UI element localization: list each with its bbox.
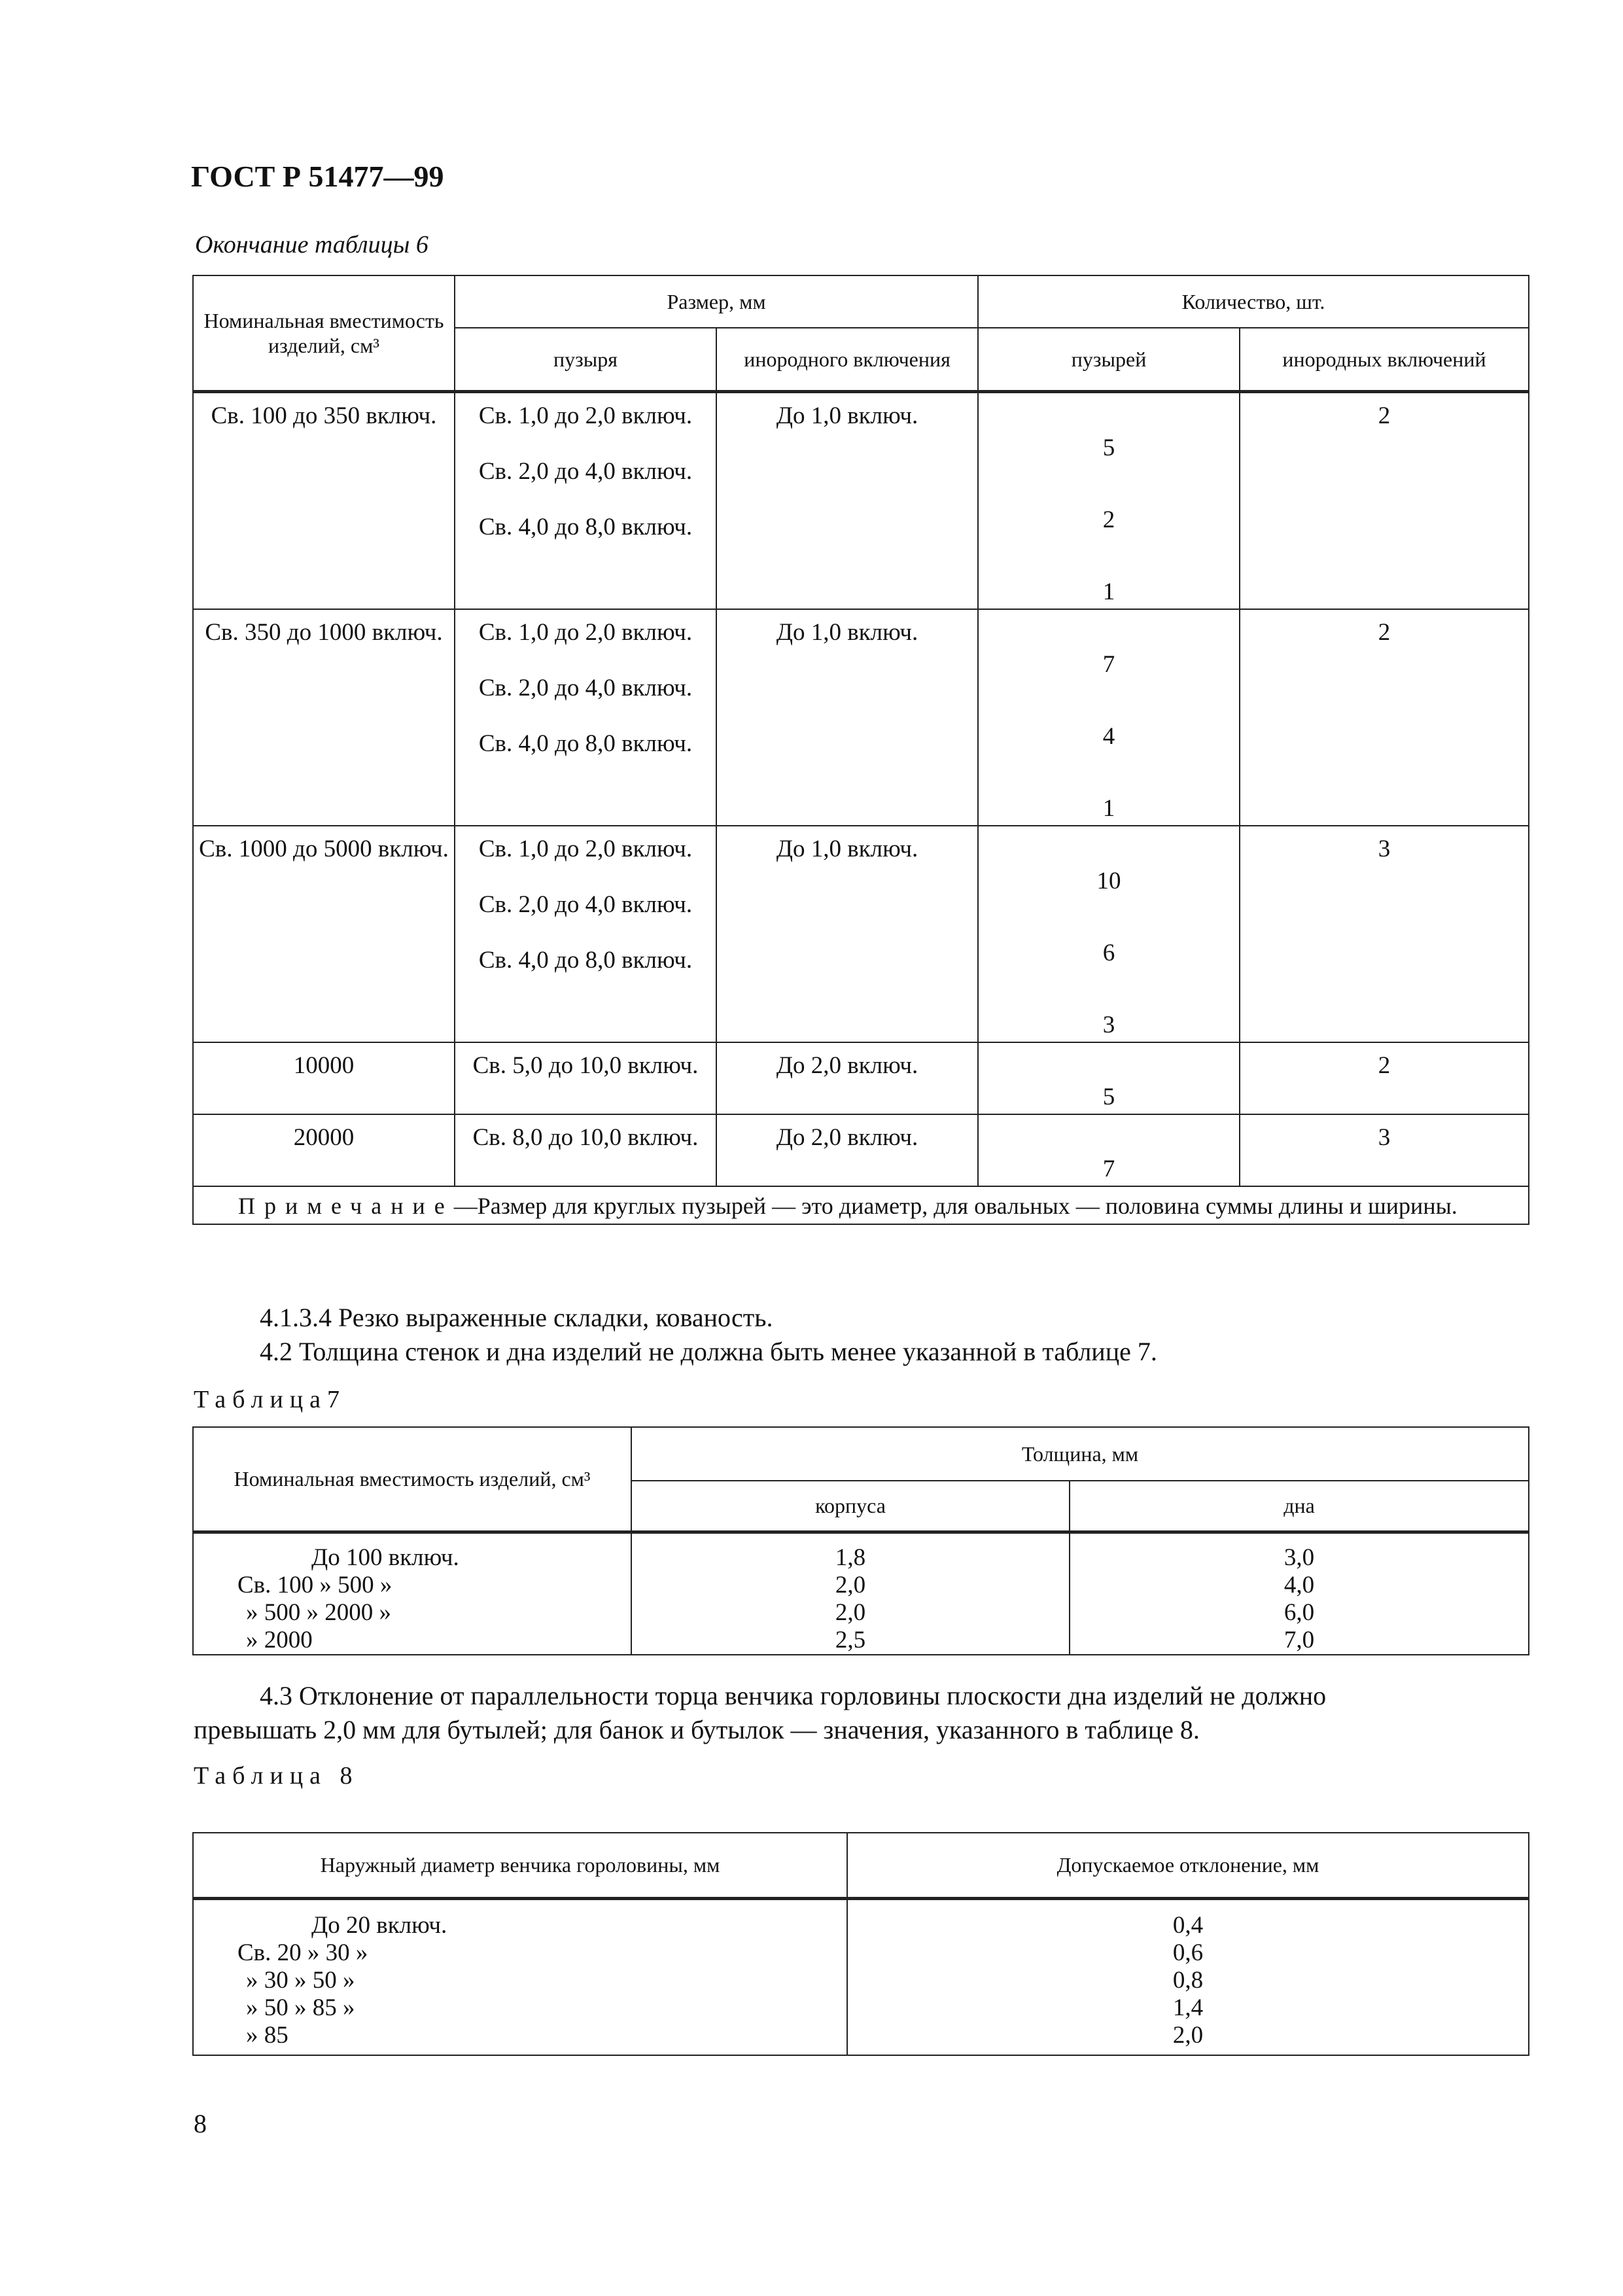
t6-inclusion-count: 3 bbox=[1240, 826, 1529, 1042]
t6-inclusion-size: До 1,0 включ. bbox=[716, 391, 978, 609]
table8-caption: Таблица 8 bbox=[194, 1762, 359, 1790]
t6-header-quantity: Количество, шт. bbox=[978, 275, 1529, 328]
t6-capacity: 10000 bbox=[193, 1042, 455, 1114]
t8-header-deviation: Допускаемое отклонение, мм bbox=[847, 1833, 1529, 1898]
t6-size: Св. 4,0 до 8,0 включ. bbox=[478, 513, 693, 540]
t7-capacity: Св. 100 » 500 » bbox=[237, 1571, 393, 1598]
document-code: ГОСТ Р 51477—99 bbox=[191, 160, 444, 193]
t6-bubble-count: 10 bbox=[1096, 867, 1121, 894]
t6-header-qty-bubbles: пузырей bbox=[978, 328, 1240, 391]
t6-size: Св. 4,0 до 8,0 включ. bbox=[478, 730, 693, 757]
t8-deviation: 0,6 bbox=[1172, 1939, 1204, 1966]
t8-diameter: » 50 » 85 » bbox=[246, 1994, 355, 2021]
t6-inclusion-size: До 2,0 включ. bbox=[716, 1042, 978, 1114]
t6-bubble-count: 7 bbox=[1102, 1155, 1115, 1182]
t6-note bbox=[193, 1186, 1529, 1224]
t6-size: Св. 1,0 до 2,0 включ. bbox=[478, 835, 693, 862]
note-text: —Размер для круглых пузырей — это диаметр, для овальных — половина суммы длины и ширины. bbox=[453, 1192, 1457, 1219]
table-row bbox=[193, 609, 1529, 826]
t8-deviation: 0,8 bbox=[1172, 1966, 1204, 1994]
t7-capacity: » 2000 bbox=[246, 1626, 313, 1653]
t7-body-column bbox=[631, 1532, 1070, 1655]
paragraph-4-1-3-4: 4.1.3.4 Резко выраженные складки, кованость. bbox=[260, 1303, 773, 1332]
t6-bubble-count: 2 bbox=[1102, 506, 1115, 533]
paragraph-4-2: 4.2 Толщина стенок и дна изделий не должна быть менее указанной в таблице 7. bbox=[260, 1337, 1157, 1366]
t8-diameter-column bbox=[193, 1898, 847, 2055]
t7-body-value: 2,0 bbox=[835, 1571, 866, 1598]
t8-deviation: 0,4 bbox=[1172, 1911, 1204, 1939]
t6-header-size: Размер, мм bbox=[455, 275, 978, 328]
t6-inclusion-count: 2 bbox=[1240, 1042, 1529, 1114]
t7-body-value: 2,0 bbox=[835, 1598, 866, 1626]
t6-capacity: 20000 bbox=[193, 1114, 455, 1186]
t7-bottom-value: 3,0 bbox=[1283, 1544, 1315, 1571]
t8-header-diameter: Наружный диаметр венчика гороловины, мм bbox=[193, 1833, 847, 1898]
t7-bottom-value: 7,0 bbox=[1283, 1626, 1315, 1653]
table-8 bbox=[192, 1832, 1529, 2056]
t6-header-size-bubble: пузыря bbox=[455, 328, 716, 391]
t6-size: Св. 1,0 до 2,0 включ. bbox=[478, 402, 693, 429]
table-row bbox=[193, 1532, 1529, 1655]
t6-capacity: Св. 350 до 1000 включ. bbox=[193, 609, 455, 826]
t8-diameter: Св. 20 » 30 » bbox=[237, 1939, 368, 1966]
t7-bottom-column bbox=[1070, 1532, 1529, 1655]
t6-bubble-count: 7 bbox=[1102, 650, 1115, 678]
t7-bottom-value: 6,0 bbox=[1283, 1598, 1315, 1626]
t8-deviation-column bbox=[847, 1898, 1529, 2055]
table-row bbox=[193, 826, 1529, 1042]
t6-size: Св. 2,0 до 4,0 включ. bbox=[478, 891, 693, 918]
table-row bbox=[193, 1042, 1529, 1114]
t7-header-thickness: Толщина, мм bbox=[631, 1427, 1529, 1481]
t6-bubble-count: 1 bbox=[1102, 578, 1115, 605]
t7-header-bottom: дна bbox=[1070, 1481, 1529, 1532]
t6-inclusion-size: До 1,0 включ. bbox=[716, 609, 978, 826]
t6-inclusion-count: 3 bbox=[1240, 1114, 1529, 1186]
t8-deviation: 2,0 bbox=[1172, 2021, 1204, 2049]
t6-size: Св. 8,0 до 10,0 включ. bbox=[472, 1123, 699, 1151]
table-row bbox=[193, 1114, 1529, 1186]
t7-header-body: корпуса bbox=[631, 1481, 1070, 1532]
table7-caption: Таблица7 bbox=[194, 1386, 347, 1413]
t6-size: Св. 5,0 до 10,0 включ. bbox=[472, 1051, 699, 1079]
t6-inclusion-count: 2 bbox=[1240, 391, 1529, 609]
t7-header-capacity: Номинальная вместимость изделий, см³ bbox=[193, 1427, 631, 1532]
t6-bubble-count: 1 bbox=[1102, 794, 1115, 822]
t6-inclusion-size: До 1,0 включ. bbox=[716, 826, 978, 1042]
t6-size: Св. 4,0 до 8,0 включ. bbox=[478, 946, 693, 974]
t6-inclusion-count: 2 bbox=[1240, 609, 1529, 826]
paragraph-4-3-line2: превышать 2,0 мм для бутылей; для банок и бутылок — значения, указанного в таблице 8. bbox=[194, 1715, 1200, 1744]
table-row bbox=[193, 391, 1529, 609]
t6-bubble-count: 5 bbox=[1102, 1083, 1115, 1110]
t7-capacity-column bbox=[193, 1532, 631, 1655]
t6-header-capacity: Номинальная вместимость изделий, см³ bbox=[193, 275, 455, 391]
t6-capacity: Св. 1000 до 5000 включ. bbox=[193, 826, 455, 1042]
t6-inclusion-size: До 2,0 включ. bbox=[716, 1114, 978, 1186]
table6-caption: Окончание таблицы 6 bbox=[195, 231, 428, 258]
t6-bubble-count: 5 bbox=[1102, 434, 1115, 461]
t6-size: Св. 2,0 до 4,0 включ. bbox=[478, 674, 693, 701]
t6-capacity: Св. 100 до 350 включ. bbox=[193, 391, 455, 609]
t6-bubble-count: 3 bbox=[1102, 1011, 1115, 1038]
t6-size: Св. 1,0 до 2,0 включ. bbox=[478, 618, 693, 646]
t7-bottom-value: 4,0 bbox=[1283, 1571, 1315, 1598]
table-7 bbox=[192, 1426, 1529, 1655]
t8-deviation: 1,4 bbox=[1172, 1994, 1204, 2021]
t7-body-value: 1,8 bbox=[835, 1544, 866, 1571]
t6-bubble-count: 6 bbox=[1102, 939, 1115, 966]
t8-diameter: » 30 » 50 » bbox=[246, 1966, 355, 1994]
t8-diameter: » 85 bbox=[246, 2021, 288, 2049]
table-6 bbox=[192, 275, 1529, 1225]
page-number: 8 bbox=[194, 2109, 207, 2138]
t6-bubble-count: 4 bbox=[1102, 722, 1115, 750]
paragraph-4-3-line1: 4.3 Отклонение от параллельности торца венчика горловины плоскости дна изделий не должно bbox=[260, 1681, 1327, 1710]
t6-header-qty-inclusions: инородных включений bbox=[1240, 328, 1529, 391]
t7-capacity: До 100 включ. bbox=[311, 1544, 459, 1571]
t6-size: Св. 2,0 до 4,0 включ. bbox=[478, 457, 693, 485]
t7-capacity: » 500 » 2000 » bbox=[246, 1598, 391, 1626]
t7-body-value: 2,5 bbox=[835, 1626, 866, 1653]
table-row bbox=[193, 1898, 1529, 2055]
t6-header-size-inclusion: инородного включения bbox=[716, 328, 978, 391]
note-label: Примечание bbox=[238, 1192, 454, 1219]
t8-diameter: До 20 включ. bbox=[311, 1911, 447, 1939]
